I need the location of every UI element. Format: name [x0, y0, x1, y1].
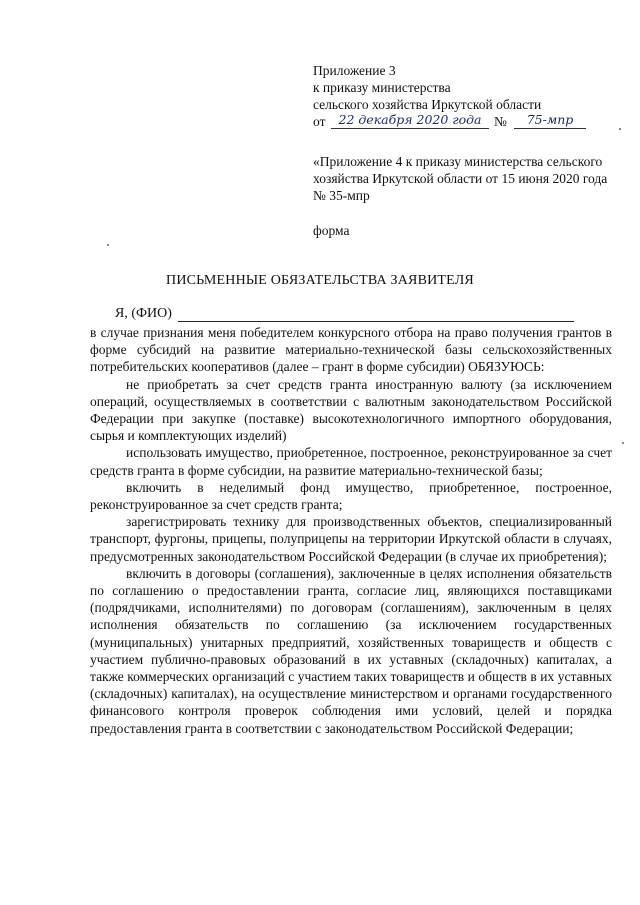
form-label: форма	[313, 223, 350, 238]
appendix-line-3: сельского хозяйства Иркутской области	[313, 97, 542, 112]
appendix-date-row	[313, 113, 613, 133]
scan-speck	[622, 442, 624, 444]
document-title: ПИСЬМЕННЫЕ ОБЯЗАТЕЛЬСТВА ЗАЯВИТЕЛЯ	[166, 273, 474, 288]
reference-block: «Приложение 4 к приказу министерства сельского хозяйства Иркутской области от 15 июня 2020 года № 35-мпр	[313, 154, 608, 203]
obligations-text	[90, 324, 612, 737]
paragraph-indivisible-fund: включить в неделимый фонд имущество, приобретенное, построенное, реконструированное за счет средств гранта;	[90, 479, 612, 513]
paragraph-contracts-consent: включить в договоры (соглашения), заключенные в целях исполнения обязательств по соглашению о предоставлении гранта, согласие лиц, являющихся поставщиками (подрядчиками, исполнителями) по договорам (соглашениям), заключенным в целях исполнения обязательств по соглашению (за исключением государственных (муниципальных) унитарных предприятий, хозяйственных товариществ и обществ с участием публично-правовых образований в их уставных (складочных) капиталах, а также коммерческих организаций с участием таких товариществ и обществ в их уставных (складочных) капиталах), на осуществление министерством и органами государственного финансового контроля проверок соблюдения ими условий, целей и порядка предоставления гранта в соответствии с законодательством Российской Федерации;	[90, 565, 612, 736]
fio-label: Я, (ФИО)	[115, 306, 172, 321]
number-sign: №	[494, 114, 507, 129]
appendix-line-2: к приказу министерства	[313, 80, 451, 95]
fio-underline	[178, 307, 574, 322]
appendix-line-1: Приложение 3	[313, 63, 396, 78]
paragraph-intro: в случае признания меня победителем конкурсного отбора на право получения грантов в форме субсидий на развитие материально-технической базы сельскохозяйственных потребительских кооперативов (далее – грант в форме субсидии) ОБЯЗУЮСЬ:	[90, 325, 612, 375]
fio-field	[115, 306, 574, 322]
paragraph-currency: не приобретать за счет средств гранта иностранную валюту (за исключением операций, осуществляемых в соответствии с валютным законодательством Российской Федерации при закупке (поставке) высокотехнологичного импортного оборудования, сырья и комплектующих изделий)	[90, 376, 612, 444]
handwritten-number: 75-мпр	[514, 111, 586, 129]
appendix-block	[313, 62, 613, 133]
paragraph-register-vehicles: зарегистрировать технику для производственных объектов, специализированный транспорт, фургоны, прицепы, полуприцепы на территории Иркутской области в случаях, предусмотренных законодательством Российской Федерации (в случае их приобретения);	[90, 514, 612, 564]
date-prefix: от	[313, 114, 326, 129]
scan-speck	[107, 244, 109, 246]
scan-speck	[619, 128, 621, 130]
paragraph-use-property: использовать имущество, приобретенное, построенное, реконструированное за счет средств гранта в форме субсидии, на развитие материально-технической базы;	[90, 445, 612, 478]
handwritten-date: 22 декабря 2020 года	[331, 111, 489, 129]
